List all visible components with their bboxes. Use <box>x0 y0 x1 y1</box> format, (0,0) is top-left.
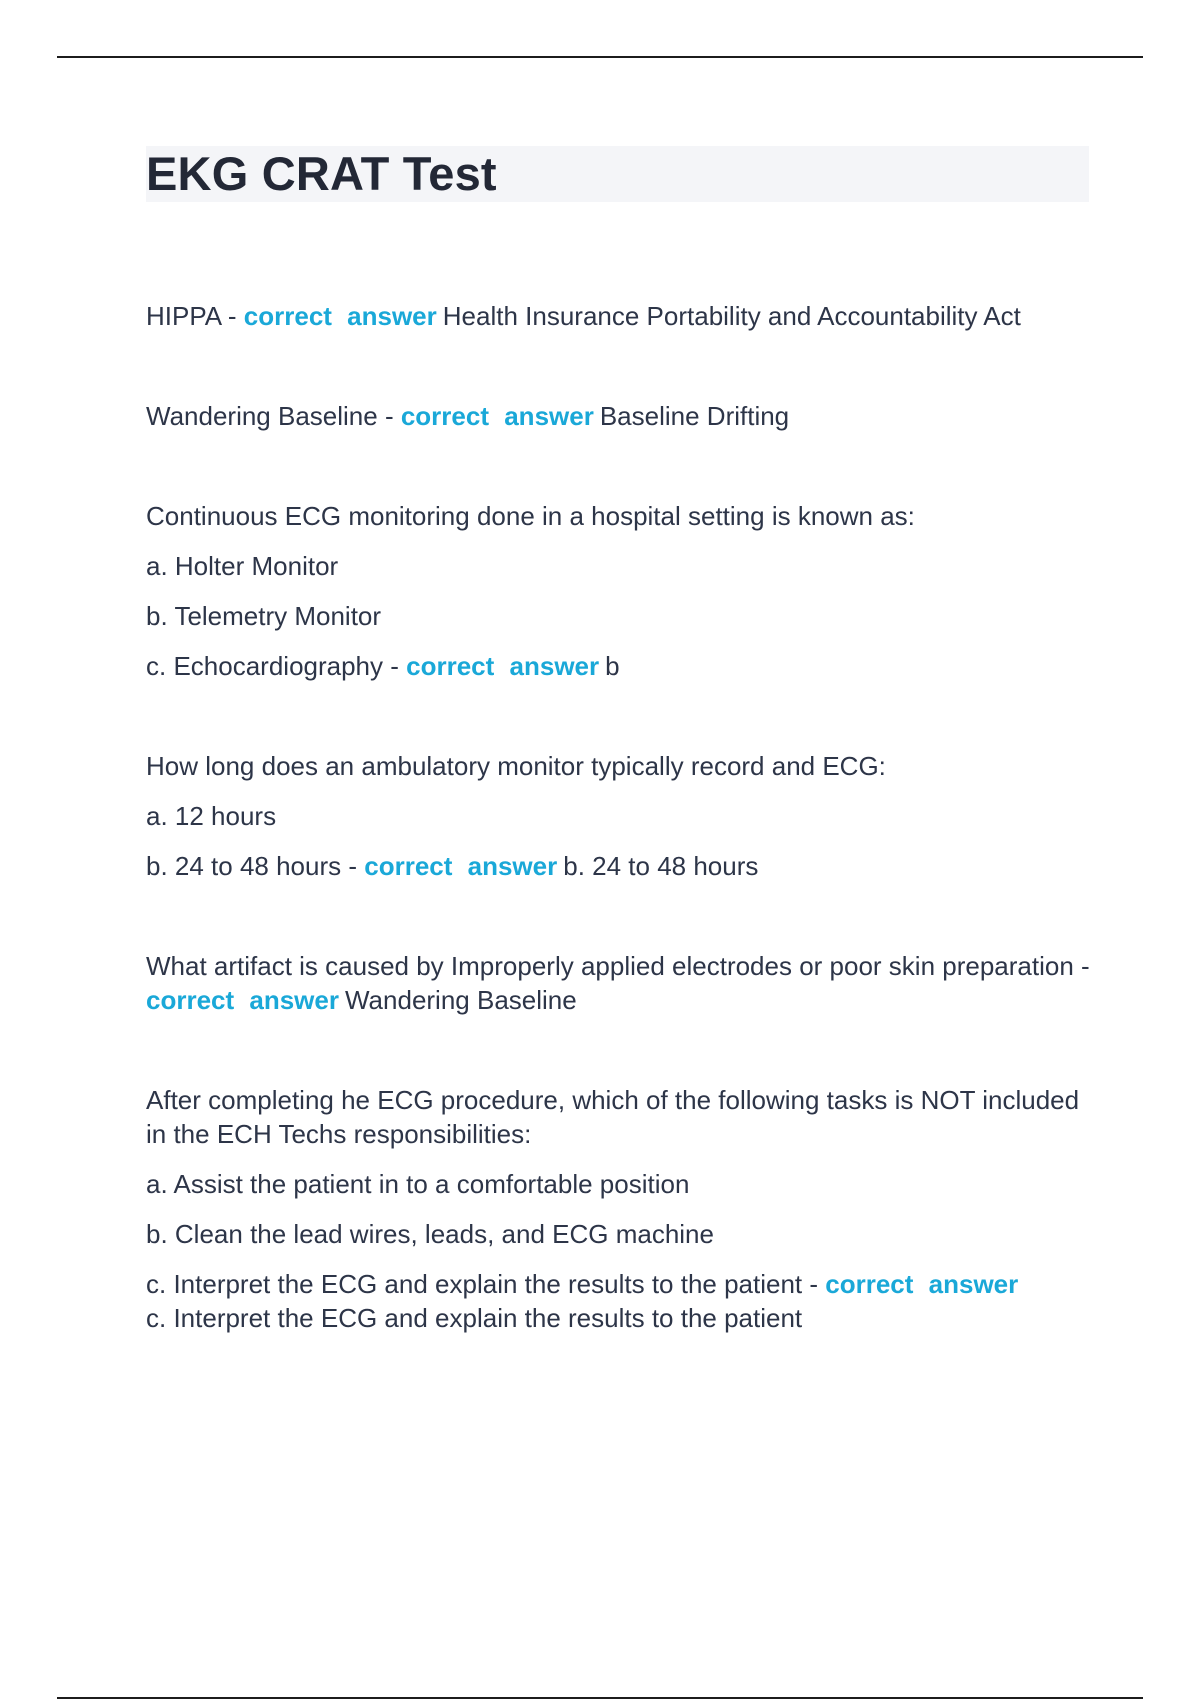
option-text: b. Clean the lead wires, leads, and ECG machine <box>146 1219 714 1249</box>
question-text: What artifact is caused by Improperly applied electrodes or poor skin preparation - <box>146 951 1090 981</box>
option-text: a. Assist the patient in to a comfortable position <box>146 1169 690 1199</box>
qa-item <box>146 949 1091 1017</box>
option-text: c. Echocardiography - <box>146 651 407 681</box>
answer-text: b. 24 to 48 hours <box>563 851 759 881</box>
qa-line <box>146 849 1091 883</box>
qa-list <box>146 299 1091 1335</box>
option-text: a. Holter Monitor <box>146 551 339 581</box>
option-text: b. 24 to 48 hours - <box>146 851 365 881</box>
correct-answer-marker: correct answer <box>146 985 339 1015</box>
option-text: c. Interpret the ECG and explain the results to the patient - <box>146 1269 826 1299</box>
question-text: After completing he ECG procedure, which of the following tasks is NOT included in the ECH Techs responsibilities: <box>146 1085 1080 1149</box>
correct-answer-marker: correct answer <box>364 851 558 881</box>
qa-line <box>146 399 1091 433</box>
qa-line <box>146 949 1091 1017</box>
correct-answer-marker: correct answer <box>406 651 600 681</box>
option-text: b. Telemetry Monitor <box>146 601 382 631</box>
qa-line <box>146 299 1091 333</box>
qa-item <box>146 1083 1091 1335</box>
question-text: Wandering Baseline - <box>146 401 401 431</box>
correct-answer-marker: correct answer <box>400 401 594 431</box>
qa-item <box>146 499 1091 683</box>
answer-text: c. Interpret the ECG and explain the results to the patient <box>146 1303 803 1333</box>
option-text: a. 12 hours <box>146 801 277 831</box>
bottom-rule <box>57 1697 1143 1699</box>
top-rule <box>57 56 1143 58</box>
question-text: Continuous ECG monitoring done in a hospital setting is known as: <box>146 501 915 531</box>
page-title: EKG CRAT Test <box>146 147 497 200</box>
qa-line <box>146 1267 1091 1335</box>
correct-answer-marker: correct answer <box>243 301 437 331</box>
qa-line <box>146 649 1091 683</box>
qa-item <box>146 299 1091 333</box>
question-text: How long does an ambulatory monitor typically record and ECG: <box>146 751 886 781</box>
question-text: HIPPA - <box>146 301 244 331</box>
answer-text: Health Insurance Portability and Accountability Act <box>442 301 1021 331</box>
answer-text: Wandering Baseline <box>344 985 577 1015</box>
qa-item <box>146 399 1091 433</box>
qa-item <box>146 749 1091 883</box>
answer-text: Baseline Drifting <box>599 401 790 431</box>
correct-answer-marker: correct answer <box>825 1269 1019 1299</box>
document-body <box>146 146 1091 1401</box>
answer-text: b <box>605 651 620 681</box>
title-banner <box>146 146 1089 202</box>
